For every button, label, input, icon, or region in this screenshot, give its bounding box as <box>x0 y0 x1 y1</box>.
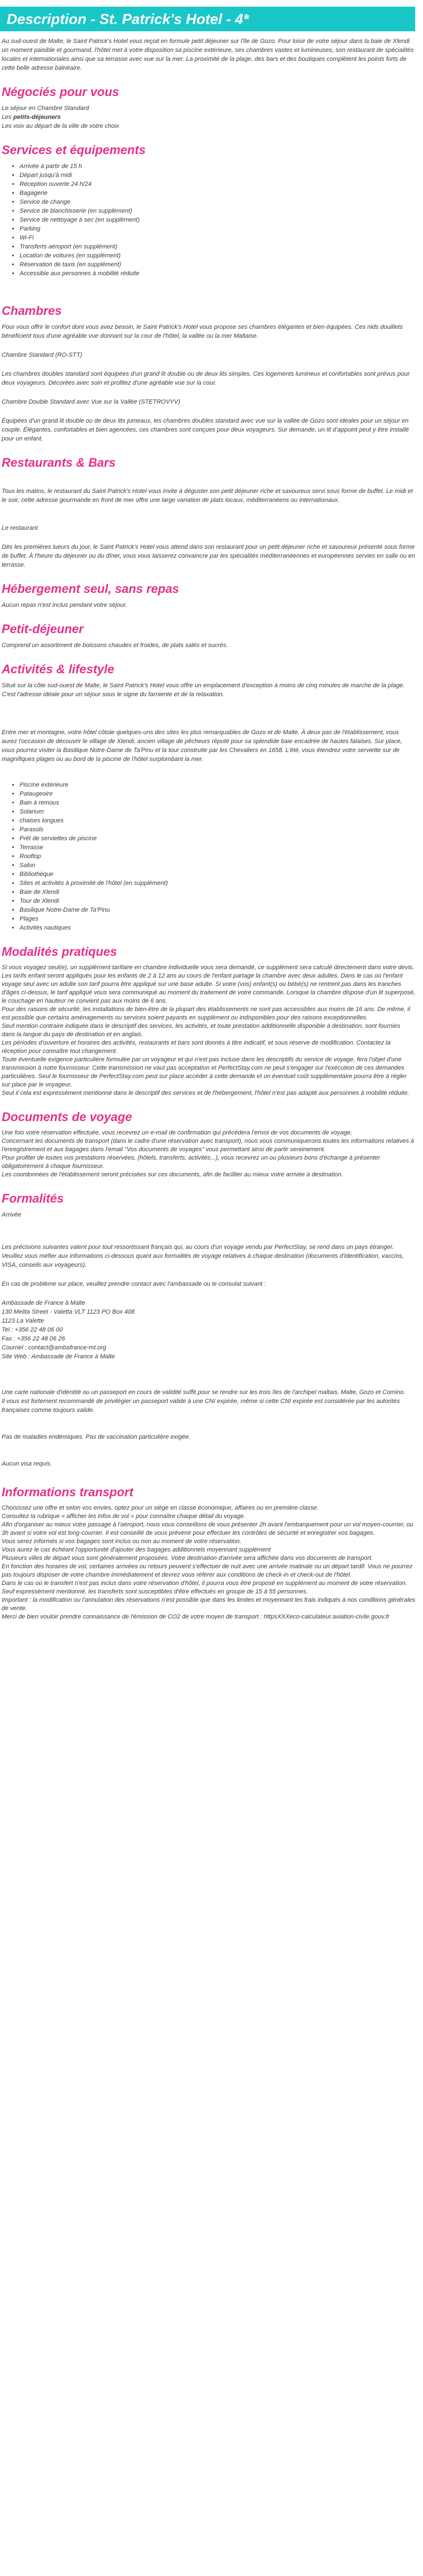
room-type-title: Chambre Standard (RO-STT) <box>2 352 83 358</box>
page-title: Description - St. Patrick's Hotel - 4* <box>0 7 415 31</box>
activity-item: • Bibliothèque <box>20 870 415 879</box>
modalites-text <box>2 964 415 1098</box>
modalites-line: Les tarifs enfant seront appliqués pour les enfants de 2 à 12 ans au cours de l'enfant partage la chambre avec deux adultes. Dans le cas où l'enfant voyage seul avec un adulte son tarif pourra être appliqué sur une base adulte. Si votre (vos) enfant(s) ou bébé(s) ne rentrent pas dans les tranches d'âges ci-dessus, le tarif appliqué vous sera communiqué au moment du traitement de votre commande. Lorsque la chambre dispose d'un lit superposé, le couchage en hauteur ne convient pas aux moins de 6 ans. <box>2 973 415 1004</box>
modalites-line: Toute éventuelle exigence particulière formulée par un voyageur et qui n'est pas incluse dans les descriptifs du service de voyage, fera l'objet d'une transmission à notre fournisseur. Cette transmission ne vaut pas acceptation et PerfectStay.com ne peut s'engager sur l'exécution de ces demandes particulières. Seul le fournisseur de PerfectStay.com peut sur place accéder à cette demande et un éventuel coût supplémentaire pourra être à régler sur place par le voyageur. <box>2 1056 407 1088</box>
transport-line: Dans le cas où le transfert n'est pas inclus dans votre réservation d'hôtel, il pourra vous être proposé en supplément au moment de votre réservation. Seuf expressément mentionné, les transferts sont susceptibles d'être effectués en groupe de 15 à 55 personnes. <box>2 1580 407 1595</box>
petitdej-heading: Petit-déjeuner <box>2 622 84 636</box>
modalites-line: Les périodes d'ouverture et horaires des activités, restaurants et bars sont donnés à titre indicatif, et sous réserve de modification. Contactez la réception pour connaître tout changement. <box>2 1040 391 1055</box>
modalites-line: Si vous voyagez seul(e), un supplément tarifaire en chambre individuelle vous sera demandé, ce supplément sera calculé directement dans votre devis. <box>2 964 415 971</box>
service-item: • Arrivée à partir de 15 h <box>20 162 415 171</box>
service-item: • Location de voitures (en supplément) <box>20 251 415 260</box>
negocie-line: Les voix au départ de la ville de votre choix <box>2 123 119 130</box>
service-item: • Service de blanchisserie (en supplément) <box>20 207 415 216</box>
activity-item: • Tour de Xlendi <box>20 897 415 906</box>
services-list <box>2 162 415 278</box>
contact-line: 1123 La Valette <box>2 1318 44 1324</box>
transport-line: En fonction des horaires de vol, certaines arrivées ou retours peuvent s'effectuer de nuit avec une arrivée matinale ou un départ tardif. Vous ne pourrez pas toujours disposer de votre chambre immédiatement et devrez vous référer aux conditions de check-in et check-out de l'hôtel. <box>2 1563 413 1578</box>
hebergement-heading: Hébergement seul, sans repas <box>2 582 179 596</box>
service-item: • Wi-Fi <box>20 233 415 242</box>
activites-description: Entre mer et montagne, votre hôtel côtoie quelques-uns des sites les plus remarquables de Gozo et de Malte. À deux pas de l'établissement, vous aurez l'occasion de découvrir le village de Xlendi, ancien village de pêcheurs réputé pour sa splendide baie encadrée de hautes falaises. Sur place, vous pourrez visiter la Basilique Notre-Dame de Ta'Pinu et la tour construite par les Chevaliers en 1658. L'été, vous étendrez votre serviette sur de magnifiques plages ou au bord de la piscine de l'hôtel surplombant la mer. <box>2 729 402 763</box>
transport-line: Consultez la rubrique « afficher les infos de vol » pour connaître chaque détail du voyage. <box>2 1513 246 1520</box>
chambres-intro: Pour vous offrir le confort dont vous avez besoin, le Saint Patrick's Hotel vous propose ses chambres élégantes et bien équipées. Ces nids douillets bénéficient tous d'une agréable vue donnant sur la cour de l'hôtel, la vallée ou la mer Maltaise. <box>2 324 403 339</box>
activites-list <box>2 781 415 932</box>
activity-item: • Terrasse <box>20 843 415 852</box>
restaurants-intro: Tous les matins, le restaurant du Saint Patrick's Hotel vous invite à déguster son petit déjeuner riche et savoureux servi sous forme de buffet. Le midi et le soir, cette adresse gourmande en front de mer offre une large variation de plats locaux, méditerranéens ou internationaux. <box>2 488 413 504</box>
service-item: • Accessible aux personnes à mobilité réduite <box>20 269 415 278</box>
formalites-visa: Aucun visa requis. <box>2 1461 52 1467</box>
modalites-line: Seul il cela est expressément mentionné dans le descriptif des services et de l'hébergement, l'hôtel n'est pas adapté aux personnes à mobilité réduite. <box>2 1090 410 1097</box>
formalites-text: Veuillez vous méfier aux informations ci-dessous quant aux formalités de voyage relatives à chaque destination (documents d'identification, vaccins, VISA, conseils aux voyageurs). <box>2 1253 404 1268</box>
content <box>0 37 423 1644</box>
transport-heading: Informations transport <box>2 1485 133 1499</box>
formalites-health: Pas de maladies endémiques. Pas de vaccination particulière exigée. <box>2 1434 191 1440</box>
documents-heading: Documents de voyage <box>2 1110 132 1124</box>
documents-line: Les coordonnées de l'établissement seront précisées sur ces documents, afin de faciliter au mieux votre arrivée à destination. <box>2 1171 343 1178</box>
activity-item: • Solarium <box>20 807 415 816</box>
contact-line: Ambassade de France à Malte <box>2 1300 85 1306</box>
service-item: • Départ jusqu'à midi <box>20 171 415 180</box>
negocie-bold: petits-déjeuners <box>13 114 61 121</box>
negocie-line <box>2 113 415 122</box>
negocie-line: Le séjour en Chambre Standard <box>2 105 89 112</box>
contact-line: 130 Melita Street - Valetta VLT 1123 PO Box 408 <box>2 1309 135 1315</box>
modalites-line: Seuf mention contraire indiquée dans le descriptif des services, les activités, et toute prestation additionnelle disponible à destination, sont fournies dans la langue du pays de destination et en anglais. <box>2 1023 401 1038</box>
restaurant-description: Dès les premières lueurs du jour, le Saint Patrick's Hotel vous attend dans son restaurant pour un petit déjeuner riche et savoureux présenté sous forme de buffet. À l'heure du déjeuner ou du dîner, vous vous laisserez convaincre par les spécialités méditerranéennes et européennes servies en salle ou en terrasse. <box>2 544 415 568</box>
transport-line: Plusieurs villes de départ vous sont généralement proposées. Votre destination d'arrivée sera affichée dans vos documents de transport. <box>2 1555 373 1562</box>
embassy-contact <box>2 1299 415 1361</box>
service-item: • Réservation de taxis (en supplément) <box>20 260 415 269</box>
activity-item: • chaises longues <box>20 816 415 825</box>
chambres-heading: Chambres <box>2 304 62 318</box>
activity-item: • Baie de Xlendi <box>20 888 415 897</box>
formalites-heading: Formalités <box>2 1191 64 1205</box>
activity-item: • Parasols <box>20 825 415 834</box>
formalites-text: Les précisions suivantes valent pour tout ressortissant français qui, au cours d'un voyage vendu par PerfectStay, se rend dans un pays étranger. <box>2 1244 394 1251</box>
documents-line: Pour profiter de toutes vos prestations réservées, (hôtels, transferts, activités...), vous recevrez un ou plusieurs bons d'échange à présenter obligatoirement à chaque fournisseur. <box>2 1155 381 1170</box>
restaurant-title: Le restaurant <box>2 525 38 532</box>
activity-item: • Basilique Notre-Dame de Ta'Pinu <box>20 906 415 914</box>
activity-item: • Salon <box>20 861 415 870</box>
activity-item: • Rooftop <box>20 852 415 861</box>
transport-line: Vous serez informés si vos bagages sont inclus ou non au moment de votre réservation. <box>2 1538 242 1545</box>
activity-item: • Prêt de serviettes de piscine <box>20 834 415 843</box>
contact-line: Courriel : contact@ambafrance-mt.org <box>2 1344 107 1351</box>
activity-item: • Piscine extérieure <box>20 781 415 789</box>
documents-text <box>2 1129 415 1179</box>
modalites-line: Pour des raisons de sécurité, les installations de bien-être de la plupart des établissements ne sont pas accessibles aux moins de 16 ans. De même, il est possible que certains aménagements ou services soient payants en supplément ou indisponibles pour des raisons exceptionnelles. <box>2 1006 410 1021</box>
transport-line: Vous aurez le cas échéant l'opportunité d'ajouter des bagages additionnels moyennant supplément <box>2 1546 271 1553</box>
service-item: • Service de change <box>20 198 415 207</box>
intro-text: Au sud-ouest de Malte, le Saint Patrick's Hotel vous reçoit en formule petit déjeuner sur l'île de Gozo. Pour loisir de votre séjour dans la baie de Xlendi un moment paisible et gourmand, l'hôtel met à votre disposition sa piscine extérieure, ses chambres vastes et lumineuses, son restaurant de spécialités locales et internationales ainsi que sa terrasse avec vue sur la mer. La proximité de la plage, des bars et des boutiques complètent les points forts de cette belle adresse balnéaire. <box>2 38 414 71</box>
negocie-line-text: Les petits-déjeuners <box>2 114 61 121</box>
services-heading: Services et équipements <box>2 143 146 157</box>
documents-line: Une fois votre réservation effectuée, vous recevrez un e-mail de confirmation qui précédera l'envoi de vos documents de voyage. <box>2 1129 353 1136</box>
activites-heading: Activités & lifestyle <box>2 662 114 676</box>
room-type-description: Les chambres doubles standard sont équipées d'un grand lit double ou de deux lits simples. Ces logements lumineux et confortables sont prévus pour deux voyageurs. Décorées avec soin et profitez d'une agréable vue sur la cour. <box>2 371 410 386</box>
activity-item: • Activités nautiques <box>20 923 415 932</box>
formalites-text: Il vous est fortement recommandé de privilégier un passeport valide à une CNI expirée, même si cette CNI expirée est considérée par les autorités françaises comme toujours valide. <box>2 1398 400 1414</box>
activity-item: • Bain à remous <box>20 798 415 807</box>
transport-text <box>2 1504 415 1621</box>
room-type-description: Équipées d'un grand lit double ou de deux lits jumeaux, les chambres doubles standard avec vue sur la vallée de Gozo sont idéales pour un séjour en couple. Élégantes, confortables et bien agencées, ces chambres sont conçues pour deux voyageurs. Sur demande, un lit d'appoint peut y être installé pour un enfant. <box>2 418 409 442</box>
contact-line: Tel : +356 22 48 06 00 <box>2 1327 63 1333</box>
service-item: • Service de nettoyage à sec (en supplément) <box>20 216 415 224</box>
service-item: • Transferts aéroport (en supplément) <box>20 242 415 251</box>
service-item: • Parking <box>20 224 415 233</box>
contact-line: Site Web : Ambassade de France à Malte <box>2 1353 115 1360</box>
activity-item: • Plages <box>20 914 415 923</box>
service-item: • Bagagerie <box>20 189 415 198</box>
activity-item: • Sites et activités à proximité de l'hôtel (en supplément) <box>20 879 415 888</box>
documents-line: Concernant les documents de transport (dans le cadre d'une réservation avec transport), nous vous communiquerons toutes les informations relatives à l'enregistrement et aux bagages dans l'email "Vos documents de voyages" vous permettant ainsi de partir sereinement. <box>2 1138 414 1153</box>
formalites-arrivee: Arrivée <box>2 1212 21 1218</box>
formalites-text: En cas de problème sur place, veuillez prendre contact avec l'ambassade ou le consulat suivant : <box>2 1281 266 1287</box>
transport-line: Choisissez une offre et selon vos envies, optez pour un siège en classe économique, affaires ou en première classe. <box>2 1505 319 1511</box>
negocie-heading: Négociés pour vous <box>2 85 119 99</box>
contact-line: Fax : +356 22 48 06 26 <box>2 1335 65 1342</box>
restaurants-heading: Restaurants & Bars <box>2 456 116 470</box>
modalites-heading: Modalités pratiques <box>2 945 117 959</box>
transport-line: Merci de bien vouloir prendre connaissance de l'émission de CO2 de votre moyen de transport : httpsXXXeco-calculateur.aviation-civile.gouv.fr <box>2 1613 390 1620</box>
petitdej-text: Comprend un assortiment de boissons chaudes et froides, de plats salés et sucrés. <box>2 642 228 649</box>
activites-intro: Situé sur la côte sud-ouest de Malte, le Saint Patrick's Hotel vous offre un emplacement d'exception à moins de cinq minutes de marche de la plage. C'est l'adresse idéale pour un séjour sous le signe du farniente et de la relaxation. <box>2 682 405 698</box>
transport-line: Afin d'organiser au mieux votre passage à l'aéroport, nous vous conseillons de vous présenter 2h avant l'embarquement pour un vol moyen-courrier, ou 3h avant si votre vol est long-courrier. Il est conseillé de vous prévenir pour effectuer les contrôles de sécurité et enregistrer vos bagages. <box>2 1521 414 1536</box>
room-type-title: Chambre Double Standard avec Vue sur la Vallée (STETROVYV) <box>2 399 180 405</box>
service-item: • Réception ouverte 24 h/24 <box>20 180 415 189</box>
formalites-text: Une carte nationale d'identité ou un passeport en cours de validité suffit pour se rendre sur les trois îles de l'archipel maltais, Malte, Gozo et Comino. <box>2 1389 406 1396</box>
transport-line: Important : la modification ou l'annulation des réservations n'est possible que dans les limites et moyennant les frais indiqués à nos conditions générales de vente. <box>2 1597 416 1612</box>
hebergement-text: Aucun repas n'est inclus pendant votre séjour. <box>2 602 127 609</box>
activity-item: • Pataugeoire <box>20 789 415 798</box>
